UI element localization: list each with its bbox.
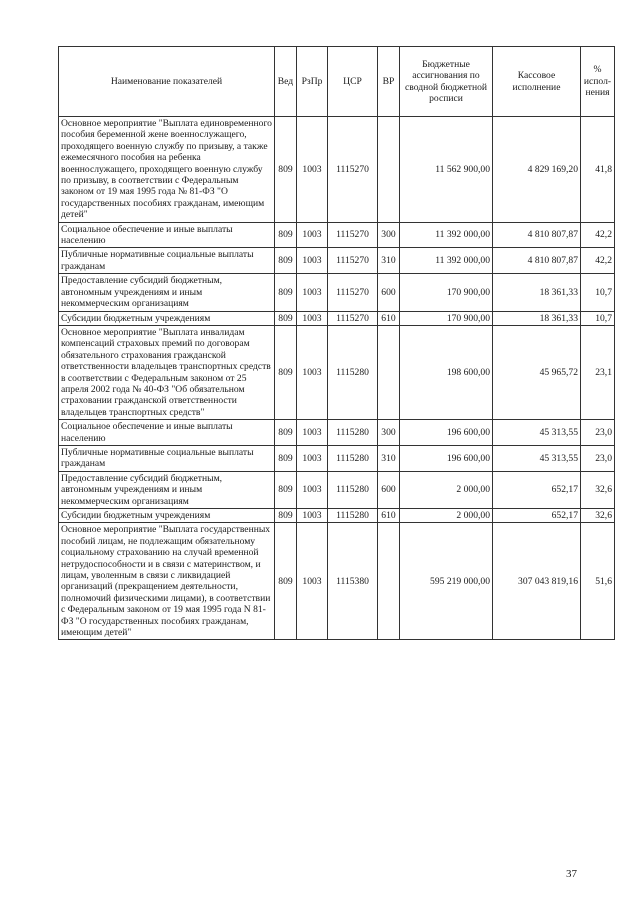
row-rzpr: 1003 xyxy=(297,471,328,508)
row-vr: 310 xyxy=(378,248,400,274)
row-budget: 11 392 000,00 xyxy=(400,222,493,248)
row-csr: 1115280 xyxy=(328,445,378,471)
row-budget: 170 900,00 xyxy=(400,311,493,325)
table-row xyxy=(59,117,615,223)
row-csr: 1115270 xyxy=(328,274,378,311)
row-name: Основное мероприятие "Выплата инвалидам компенсаций страховых премий по договорам обязательного страхования гражданской ответственности владельцев транспортных средств в соответствии с Федеральным законом от 25 апреля 2002 года № 40-ФЗ "Об обязательном страховании гражданской ответственности владельцев транспортных средств" xyxy=(59,325,275,419)
row-vr: 300 xyxy=(378,222,400,248)
row-cash: 45 965,72 xyxy=(493,325,581,419)
row-budget: 11 562 900,00 xyxy=(400,117,493,223)
row-name: Социальное обеспечение и иные выплаты населению xyxy=(59,222,275,248)
table-row xyxy=(59,248,615,274)
header-budget: Бюджетные ассигнования по сводной бюджетной росписи xyxy=(400,47,493,117)
row-vr: 600 xyxy=(378,471,400,508)
row-cash: 18 361,33 xyxy=(493,274,581,311)
row-csr: 1115270 xyxy=(328,311,378,325)
row-vr: 300 xyxy=(378,420,400,446)
row-pct: 51,6 xyxy=(581,523,615,640)
row-name: Публичные нормативные социальные выплаты гражданам xyxy=(59,248,275,274)
row-ved: 809 xyxy=(275,420,297,446)
header-cash: Кассовое исполнение xyxy=(493,47,581,117)
row-name: Предоставление субсидий бюджетным, автономным учреждениям и иным некоммерческим организациям xyxy=(59,274,275,311)
row-cash: 4 829 169,20 xyxy=(493,117,581,223)
row-vr xyxy=(378,523,400,640)
row-rzpr: 1003 xyxy=(297,325,328,419)
row-ved: 809 xyxy=(275,471,297,508)
row-cash: 45 313,55 xyxy=(493,420,581,446)
row-csr: 1115380 xyxy=(328,523,378,640)
row-rzpr: 1003 xyxy=(297,445,328,471)
row-pct: 32,6 xyxy=(581,471,615,508)
row-name: Субсидии бюджетным учреждениям xyxy=(59,311,275,325)
row-name: Предоставление субсидий бюджетным, автономным учреждениям и иным некоммерческим организациям xyxy=(59,471,275,508)
row-csr: 1115280 xyxy=(328,471,378,508)
row-cash: 652,17 xyxy=(493,509,581,523)
table-row xyxy=(59,420,615,446)
header-ved: Вед xyxy=(275,47,297,117)
row-cash: 4 810 807,87 xyxy=(493,222,581,248)
row-rzpr: 1003 xyxy=(297,117,328,223)
row-vr xyxy=(378,117,400,223)
row-budget: 11 392 000,00 xyxy=(400,248,493,274)
table-header-row xyxy=(59,47,615,117)
row-budget: 595 219 000,00 xyxy=(400,523,493,640)
row-pct: 23,0 xyxy=(581,445,615,471)
budget-execution-table xyxy=(58,46,615,640)
row-csr: 1115270 xyxy=(328,248,378,274)
row-rzpr: 1003 xyxy=(297,248,328,274)
row-cash: 4 810 807,87 xyxy=(493,248,581,274)
row-ved: 809 xyxy=(275,274,297,311)
row-name: Публичные нормативные социальные выплаты гражданам xyxy=(59,445,275,471)
table-row xyxy=(59,222,615,248)
row-csr: 1115270 xyxy=(328,222,378,248)
row-pct: 23,1 xyxy=(581,325,615,419)
row-ved: 809 xyxy=(275,117,297,223)
row-pct: 42,2 xyxy=(581,222,615,248)
row-pct: 42,2 xyxy=(581,248,615,274)
row-cash: 307 043 819,16 xyxy=(493,523,581,640)
row-budget: 196 600,00 xyxy=(400,420,493,446)
row-rzpr: 1003 xyxy=(297,222,328,248)
row-budget: 198 600,00 xyxy=(400,325,493,419)
row-pct: 23,0 xyxy=(581,420,615,446)
row-csr: 1115270 xyxy=(328,117,378,223)
header-csr: ЦСР xyxy=(328,47,378,117)
row-rzpr: 1003 xyxy=(297,311,328,325)
header-rzpr: РзПр xyxy=(297,47,328,117)
row-name: Социальное обеспечение и иные выплаты населению xyxy=(59,420,275,446)
header-name: Наименование показателей xyxy=(59,47,275,117)
row-budget: 196 600,00 xyxy=(400,445,493,471)
row-rzpr: 1003 xyxy=(297,509,328,523)
table-row xyxy=(59,325,615,419)
row-ved: 809 xyxy=(275,311,297,325)
row-pct: 10,7 xyxy=(581,274,615,311)
header-vr: ВР xyxy=(378,47,400,117)
row-name: Субсидии бюджетным учреждениям xyxy=(59,509,275,523)
row-pct: 10,7 xyxy=(581,311,615,325)
row-budget: 2 000,00 xyxy=(400,509,493,523)
row-name: Основное мероприятие "Выплата государственных пособий лицам, не подлежащим обязательному социальному страхованию на случай временной нетрудоспособности и в связи с материнством, и лицам, уволенным в связи с ликвидацией организаций (прекращением деятельности, полномочий физическими лицами), в соответствии с Федеральным законом от 19 мая 1995 года N 81-ФЗ "О государственных пособиях гражданам, имеющим детей" xyxy=(59,523,275,640)
row-cash: 652,17 xyxy=(493,471,581,508)
row-pct: 41,8 xyxy=(581,117,615,223)
row-cash: 45 313,55 xyxy=(493,445,581,471)
page-number: 37 xyxy=(566,868,577,880)
row-budget: 2 000,00 xyxy=(400,471,493,508)
header-pct: % испол-нения xyxy=(581,47,615,117)
row-ved: 809 xyxy=(275,325,297,419)
row-vr: 610 xyxy=(378,311,400,325)
row-cash: 18 361,33 xyxy=(493,311,581,325)
row-ved: 809 xyxy=(275,248,297,274)
table-row xyxy=(59,311,615,325)
row-name: Основное мероприятие "Выплата единовременного пособия беременной жене военнослужащего, проходящего военную службу по призыву, а также ежемесячного пособия на ребенка военнослужащего, проходящего военную службу по призыву, в соответствии с Федеральным законом от 19 мая 1995 года № 81-ФЗ "О государственных пособиях гражданам, имеющим детей" xyxy=(59,117,275,223)
row-csr: 1115280 xyxy=(328,325,378,419)
table-row xyxy=(59,509,615,523)
row-vr xyxy=(378,325,400,419)
row-vr: 610 xyxy=(378,509,400,523)
row-csr: 1115280 xyxy=(328,420,378,446)
row-ved: 809 xyxy=(275,445,297,471)
row-budget: 170 900,00 xyxy=(400,274,493,311)
table-row xyxy=(59,471,615,508)
table-row xyxy=(59,445,615,471)
row-pct: 32,6 xyxy=(581,509,615,523)
row-vr: 310 xyxy=(378,445,400,471)
table-row xyxy=(59,274,615,311)
row-ved: 809 xyxy=(275,523,297,640)
table-row xyxy=(59,523,615,640)
row-rzpr: 1003 xyxy=(297,523,328,640)
row-csr: 1115280 xyxy=(328,509,378,523)
row-rzpr: 1003 xyxy=(297,420,328,446)
row-ved: 809 xyxy=(275,509,297,523)
row-ved: 809 xyxy=(275,222,297,248)
row-rzpr: 1003 xyxy=(297,274,328,311)
row-vr: 600 xyxy=(378,274,400,311)
